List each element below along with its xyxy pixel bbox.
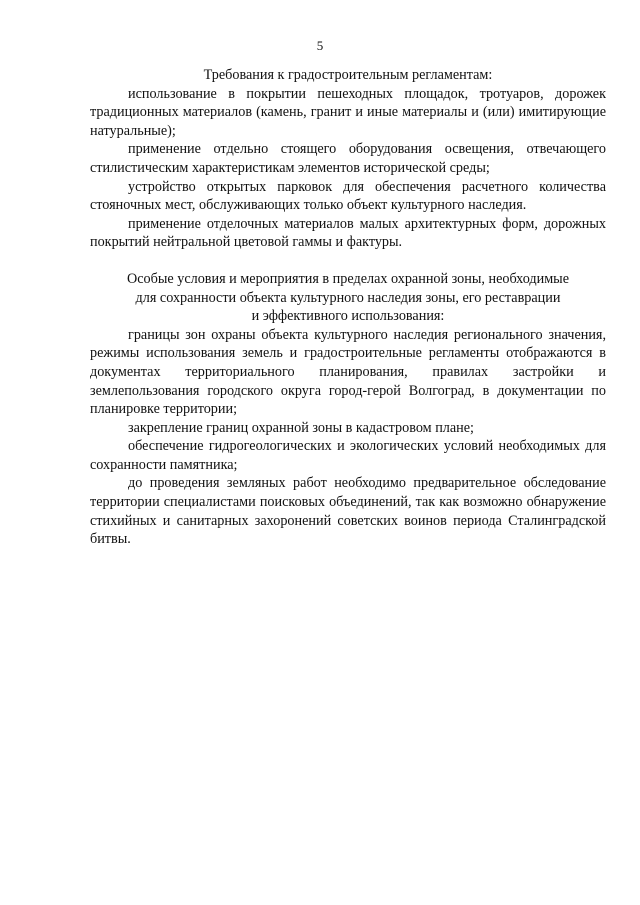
paragraph: до проведения земляных работ необходимо предварительное обследование территории специалистами поисковых объединений, так как возможно обнаружение стихийных и санитарных захоронений советских воинов периода Сталинградской битвы. xyxy=(90,475,606,548)
paragraph: применение отдельно стоящего оборудования освещения, отвечающего стилистическим характеристикам элементов исторической среды; xyxy=(90,141,606,176)
paragraph: использование в покрытии пешеходных площадок, тротуаров, дорожек традиционных материалов (камень, гранит и иные материалы и (или) имитирующие натуральные); xyxy=(90,85,606,139)
heading-line: Особые условия и мероприятия в пределах охранной зоны, необходимые xyxy=(127,270,569,287)
paragraph: границы зон охраны объекта культурного наследия регионального значения, режимы использования земель и градостроительные регламенты отображаются в документах территориального планирования, правилах застройки и землепользования городского округа город-герой Волгоград, в документации по планировке территории; xyxy=(90,326,606,418)
heading-line: для сохранности объекта культурного наследия зоны, его реставрации xyxy=(135,289,561,306)
section-heading-requirements: Требования к градостроительным регламентам: xyxy=(203,67,493,83)
page-number: 5 xyxy=(316,38,324,53)
paragraph: обеспечение гидрогеологических и экологических условий необходимых для сохранности памятника; xyxy=(90,438,606,473)
paragraph: устройство открытых парковок для обеспечения расчетного количества стояночных мест, обслуживающих только объект культурного наследия. xyxy=(90,178,606,214)
paragraph: закрепление границ охранной зоны в кадастровом плане; xyxy=(128,419,474,436)
heading-line: и эффективного использования: xyxy=(251,308,445,325)
paragraph: применение отделочных материалов малых архитектурных форм, дорожных покрытий нейтральной цветовой гаммы и фактуры. xyxy=(90,215,606,251)
section-heading-special-conditions xyxy=(90,270,606,326)
document-body xyxy=(90,66,606,549)
